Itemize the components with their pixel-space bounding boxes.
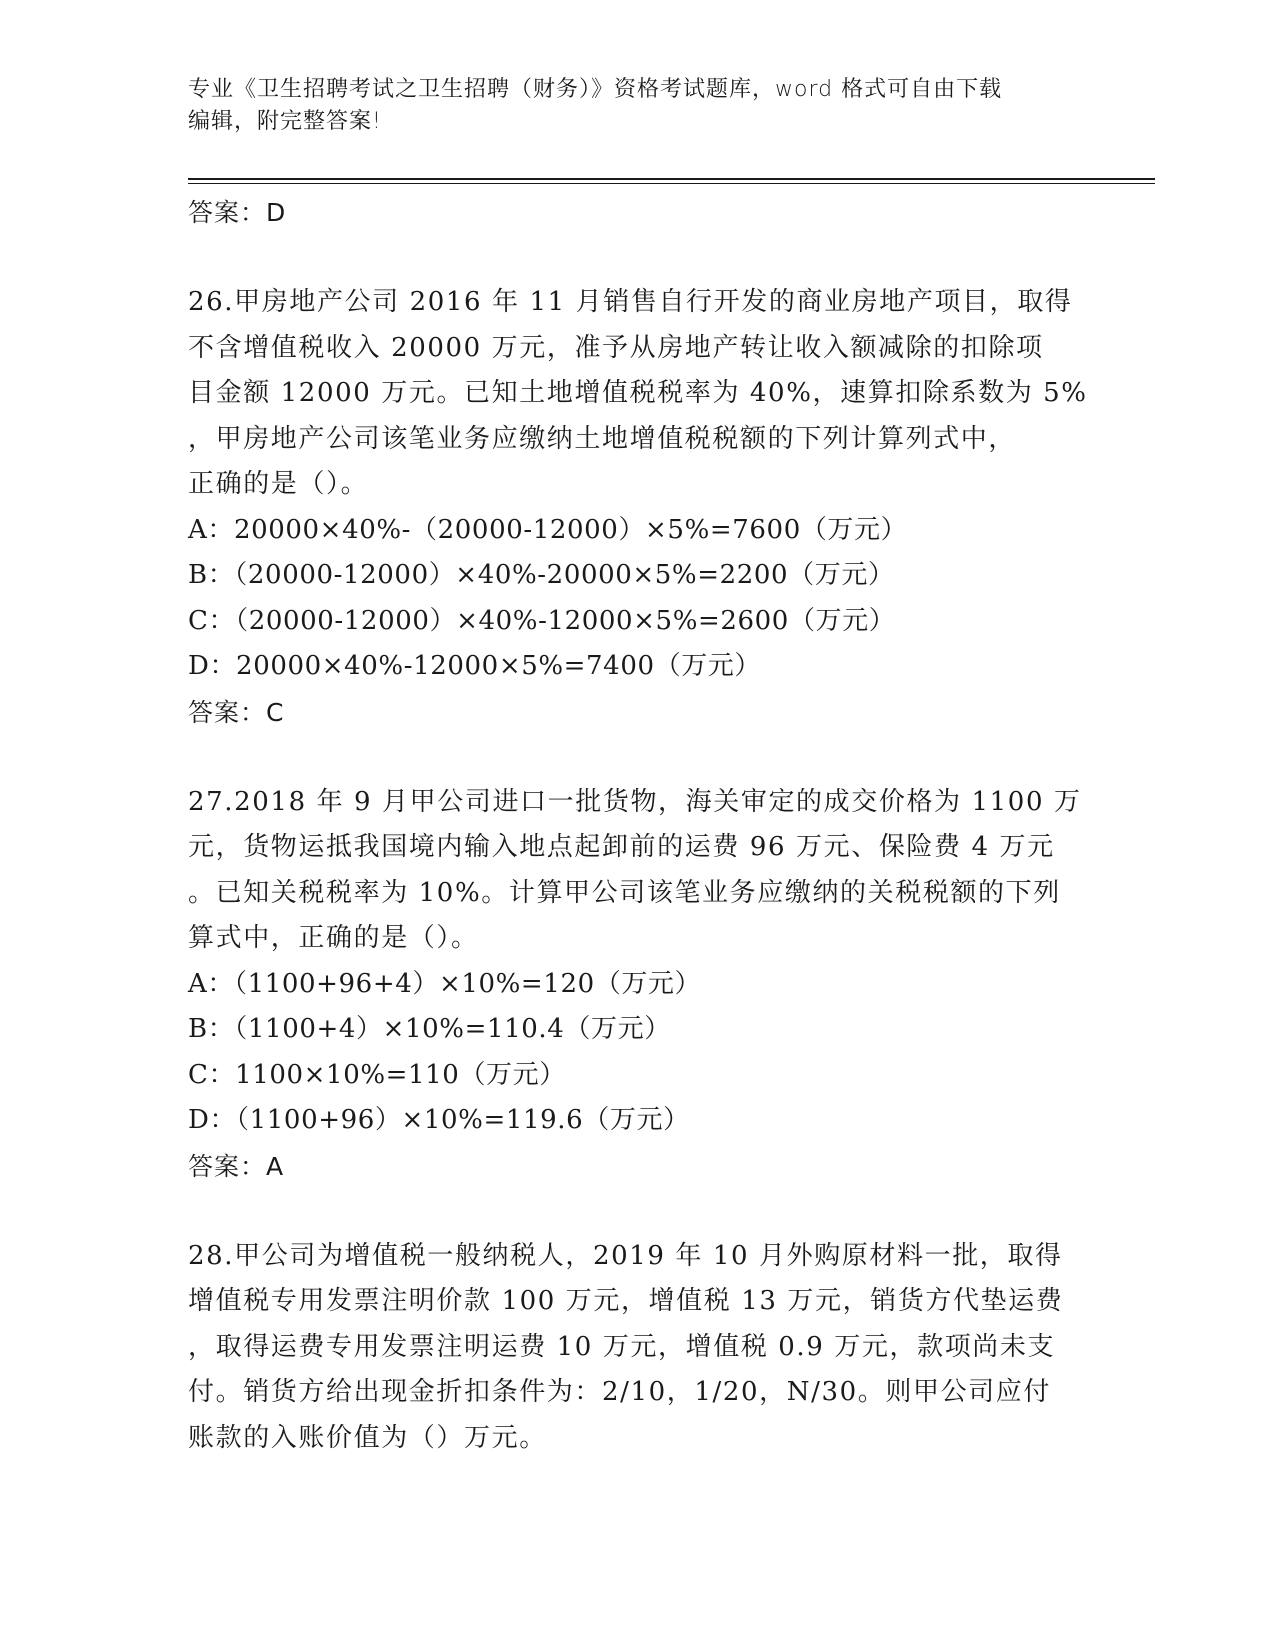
question-line: 元，货物运抵我国境内输入地点起卸前的运费 96 万元、保险费 4 万元 [188,832,1055,862]
question-28 [188,1234,1088,1462]
question-26 [188,280,1088,736]
header-rule-thin [188,183,1155,184]
option-d: D：（1100+96）×10%=119.6（万元） [188,1105,690,1135]
question-27 [188,780,1088,1190]
document-body [188,190,1088,1461]
option-c: C：（20000-12000）×40%-12000×5%=2600（万元） [188,605,896,636]
option-d: D：20000×40%-12000×5%=7400（万元） [188,651,762,681]
question-line: 27.2018 年 9 月甲公司进口一批货物，海关审定的成交价格为 1100 万 [188,786,1082,817]
question-line: 28.甲公司为增值税一般纳税人，2019 年 10 月外购原材料一批，取得 [188,1240,1063,1271]
question-line: 26.甲房地产公司 2016 年 11 月销售自行开发的商业房地产项目，取得 [188,287,1073,317]
header-rule-thick [188,178,1155,180]
question-line: 正确的是（）。 [188,469,369,499]
question-line: 账款的入账价值为（）万元。 [188,1422,547,1453]
question-line: ，取得运费专用发票注明运费 10 万元，增值税 0.9 万元，款项尚未支 [188,1331,1056,1362]
header-line-2: 编辑，附完整答案! [188,109,382,134]
option-a: A：20000×40%-（20000-12000）×5%=7600（万元） [188,514,908,545]
document-header [188,74,1088,138]
header-line-1: 专业《卫生招聘考试之卫生招聘（财务）》资格考试题库，word 格式可自由下载 [188,77,1003,102]
question-line: 不含增值税收入 20000 万元，准予从房地产转让收入额减除的扣除项 [188,332,1044,363]
question-line: 算式中，正确的是（）。 [188,923,479,953]
question-line: 目金额 12000 万元。已知土地增值税税率为 40%，速算扣除系数为 5% [188,378,1088,408]
question-line: 。已知关税税率为 10%。计算甲公司该笔业务应缴纳的关税税额的下列 [188,877,1061,908]
answer: 答案：A [188,1151,285,1181]
option-a: A：（1100+96+4）×10%=120（万元） [188,968,702,999]
question-line: 增值税专用发票注明价款 100 万元，增值税 13 万元，销货方代垫运费 [188,1286,1064,1316]
previous-answer: 答案：D [188,198,287,227]
option-c: C：1100×10%=110（万元） [188,1059,566,1090]
question-line: 付。销货方给出现金折扣条件为：2/10，1/20，N/30。则甲公司应付 [188,1377,1051,1407]
question-line: ，甲房地产公司该笔业务应缴纳土地增值税税额的下列计算列式中， [188,423,1017,454]
option-b: B：（20000-12000）×40%-20000×5%=2200（万元） [188,560,895,590]
option-b: B：（1100+4）×10%=110.4（万元） [188,1014,671,1044]
answer: 答案：C [188,697,285,727]
